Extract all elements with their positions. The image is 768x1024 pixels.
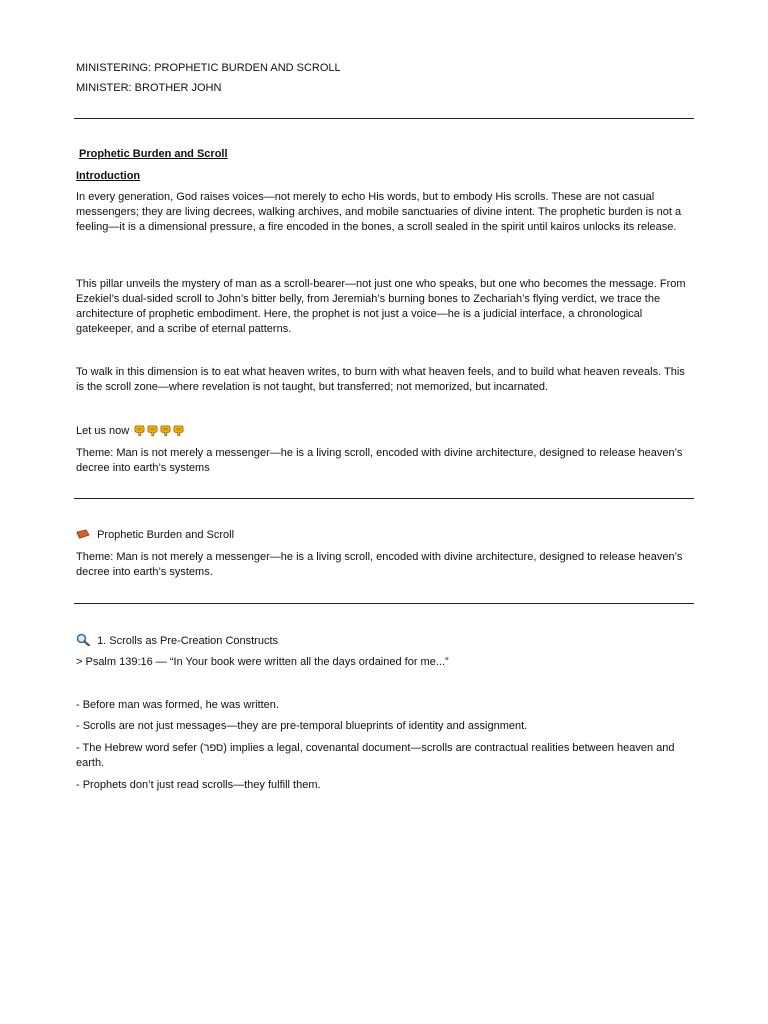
list-item: - The Hebrew word sefer (ספר) implies a legal, covenantal document—scrolls are contractual realities between heaven and earth. [76,742,675,769]
section3-heading: 1. Scrolls as Pre-Creation Constructs [97,635,279,647]
pointing-down-hand-icon [173,425,184,436]
list-item: - Prophets don’t just read scrolls—they fulfill them. [76,779,321,791]
divider [74,498,694,499]
magnifying-glass-icon [76,633,90,651]
section2-title: Prophetic Burden and Scroll [97,529,235,541]
scroll-icon [76,529,90,545]
section2-theme: Theme: Man is not merely a messenger—he is a living scroll, encoded with divine architecture, designed to release heaven’s decree into earth’s systems. [76,551,683,578]
section2-heading [76,528,234,545]
psalm-quote: > Psalm 139:16 — “In Your book were written all the days ordained for me...” [76,656,449,668]
divider [74,603,694,604]
intro-paragraph-2: This pillar unveils the mystery of man as a scroll-bearer—not just one who speaks, but one who becomes the message. From Ezekiel’s dual-sided scroll to John’s bitter belly, from Jeremiah’s burning bones to Zechariah’s flying verdict, we trace the architecture of prophetic embodiment. Here, the prophet is not just a voice—he is a judicial interface, a chronological gatekeeper, and a scribe of eternal patterns. [76,278,686,335]
intro-paragraph-3: To walk in this dimension is to eat what heaven writes, to burn with what heaven feels, and to build what heaven reveals. This is the scroll zone—where revelation is not taught, but transferred; not memorized, but incarnated. [76,366,685,393]
ministering-line: MINISTERING: PROPHETIC BURDEN AND SCROLL [76,62,341,74]
minister-line: MINISTER: BROTHER JOHN [76,82,222,94]
pointing-down-hand-icon [160,425,171,436]
pointing-down-hand-icon [147,425,158,436]
let-us-now-text: Let us now [76,425,130,437]
pointing-down-hand-icon [134,425,145,436]
intro-paragraph-1: In every generation, God raises voices—not merely to echo His words, but to embody His scrolls. These are not casual messengers; they are living decrees, walking archives, and mobile sanctuaries of divine intent. The prophetic burden is not a feeling—it is a dimensional pressure, a fire encoded in the bones, a scroll sealed in the spirit until kairos unlocks its release. [76,191,682,233]
hand-icons [132,425,184,437]
let-us-now-line [76,424,184,439]
section3-heading-line [76,633,278,651]
theme-paragraph: Theme: Man is not merely a messenger—he is a living scroll, encoded with divine architecture, designed to release heaven’s decree into earth’s systems [76,447,683,474]
list-item: - Scrolls are not just messages—they are pre-temporal blueprints of identity and assignment. [76,720,528,732]
intro-heading: Introduction [76,170,141,182]
divider [74,118,694,119]
list-item: - Before man was formed, he was written. [76,699,279,711]
section-title: Prophetic Burden and Scroll [79,148,228,160]
